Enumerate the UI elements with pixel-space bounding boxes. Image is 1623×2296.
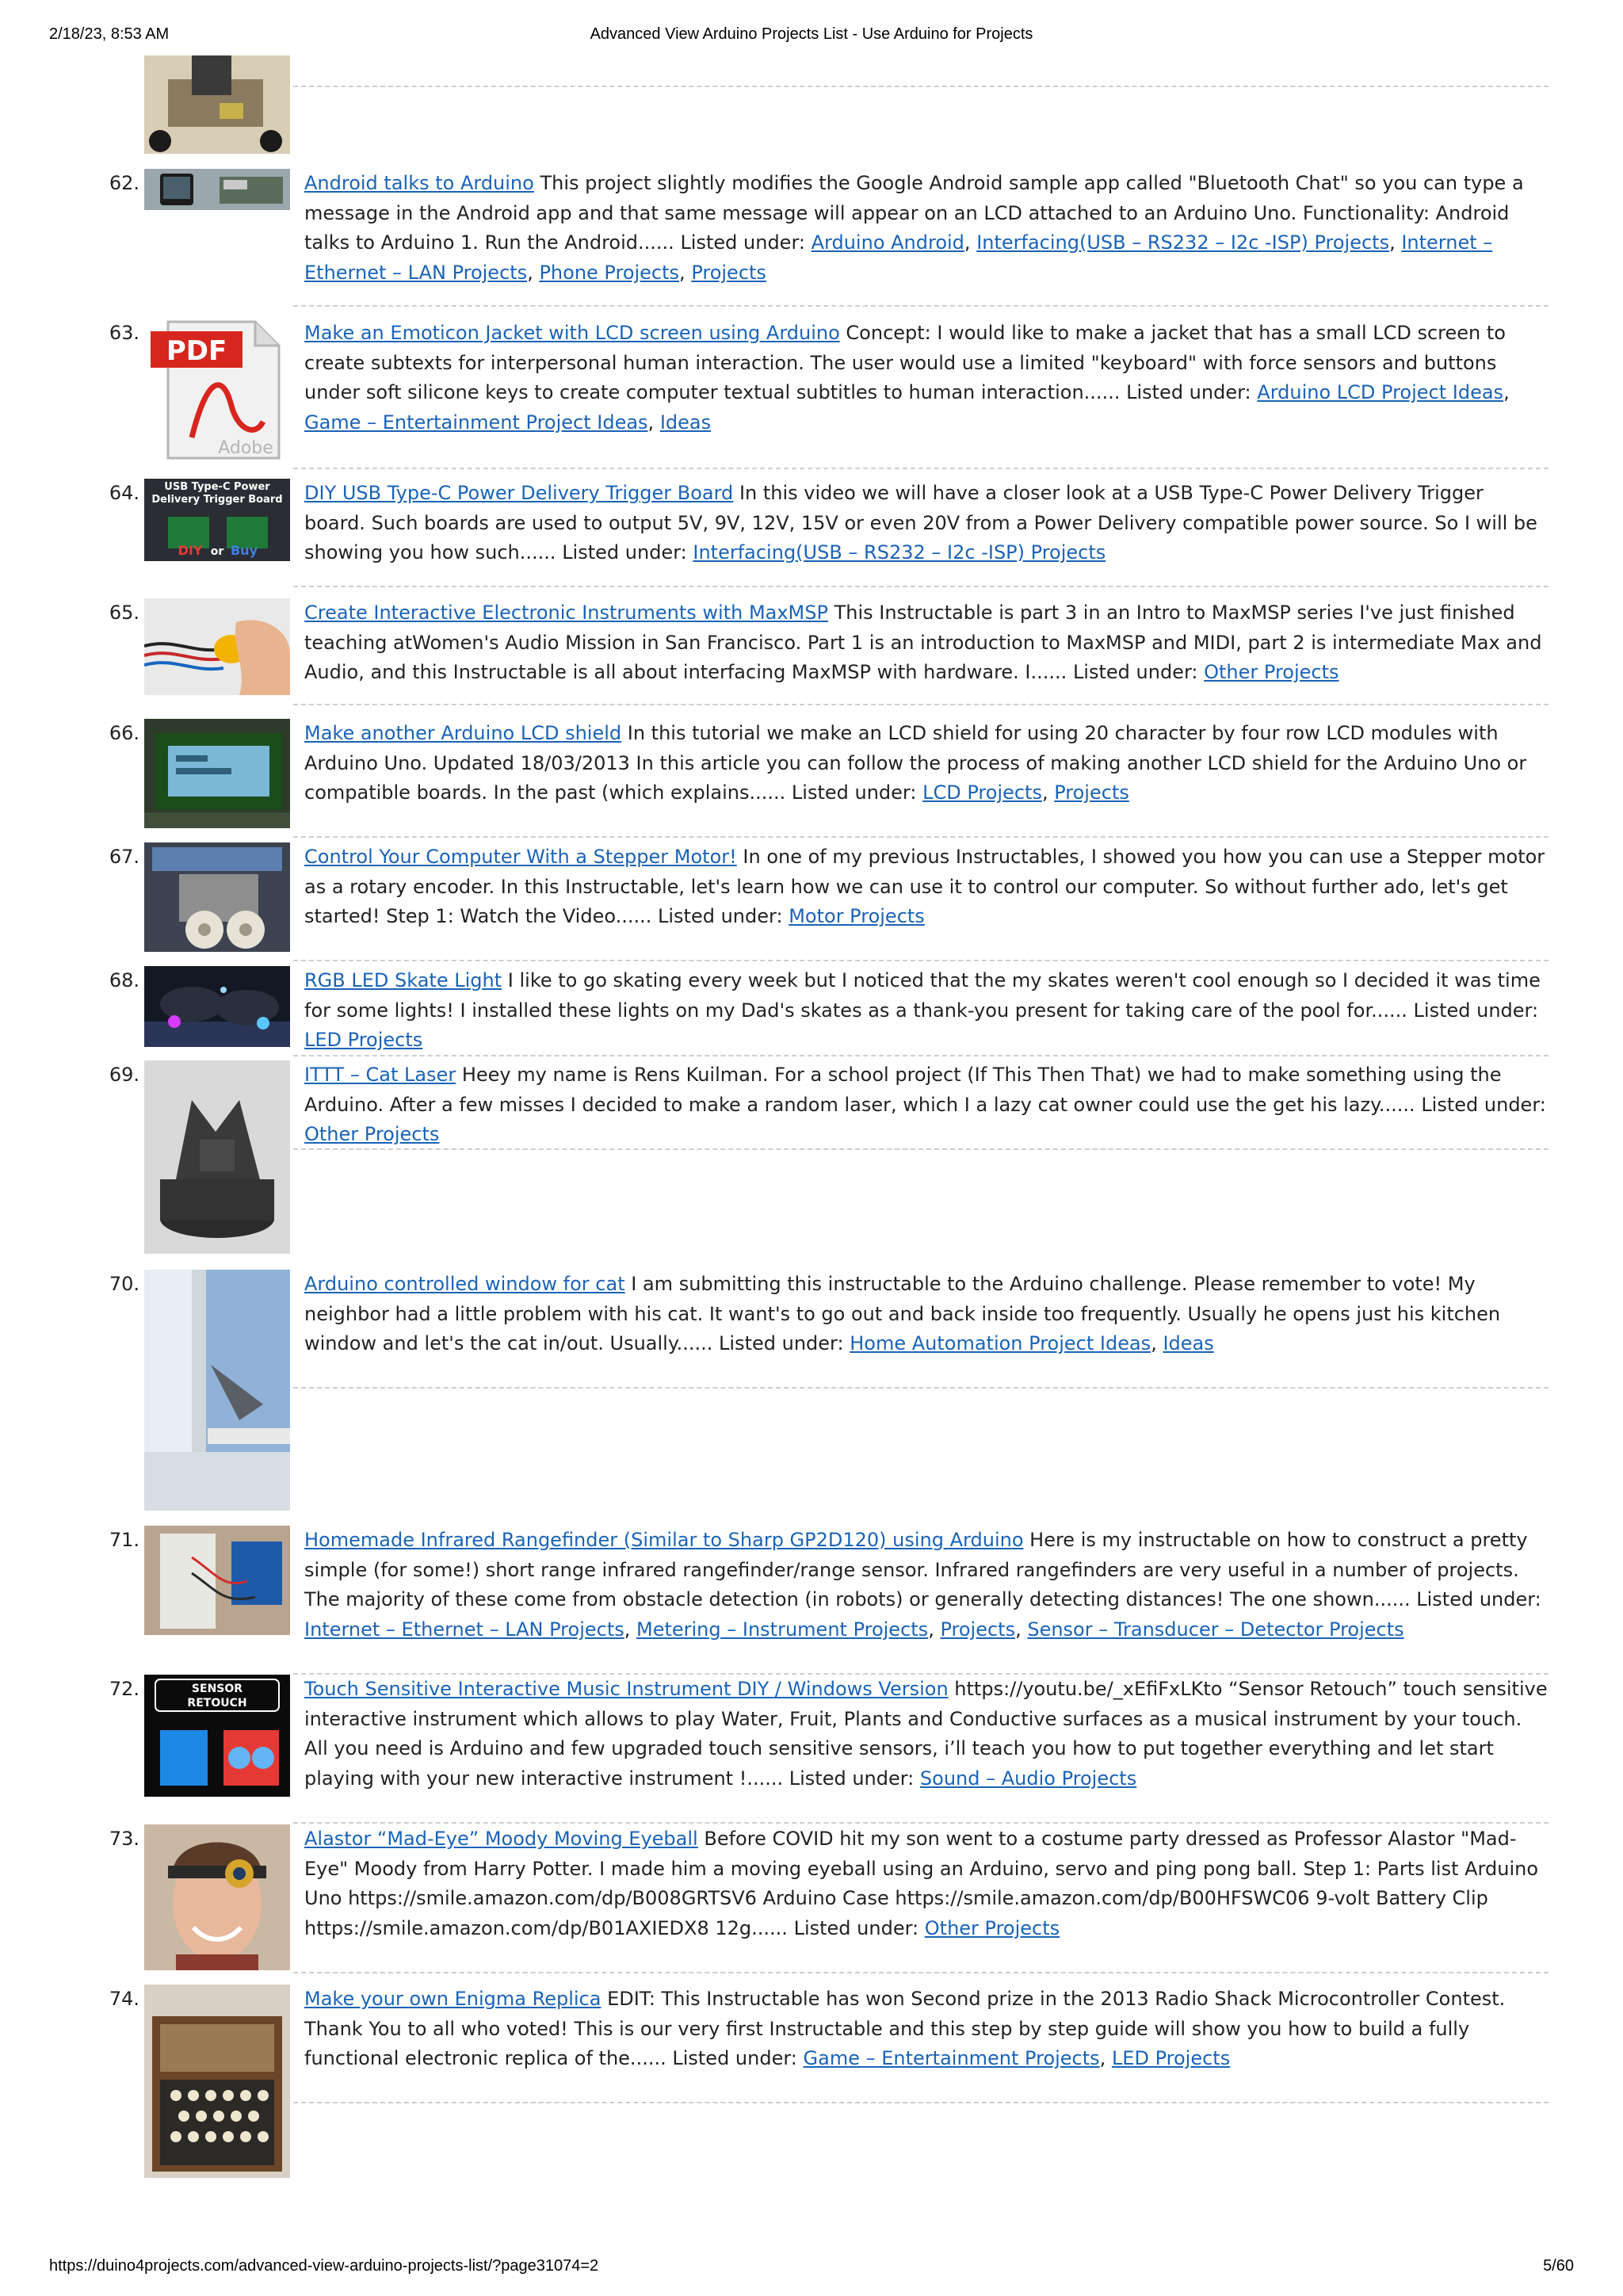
listed-under-label: Listed under: (658, 905, 783, 927)
item-number: 72. (109, 1678, 139, 1700)
item-text (304, 966, 1549, 1056)
item-title-link[interactable]: Make another Arduino LCD shield (304, 722, 622, 744)
item-description: EDIT: This Instructable has won Second prize in the 2013 Radio Shack Microcontroller Contest. Thank You to all who voted! This is our very first Instructable and this step by step guide will show you how to build a fully functional electronic replica of the...... (304, 1988, 1506, 2069)
page-number: 5/60 (1543, 2257, 1574, 2275)
thumbnail-image[interactable] (144, 1985, 290, 2178)
item-text: Arduino controlled window for cat I am submitting this instructable to the Arduino challenge. Please remember to vote! My neighbor had a little problem with his cat. It want's to go out and back inside too frequently. Usually he opens just his kitchen window and let's the cat in/out. Usually...... Listed under: Home Automation Project Ideas, Ideas (304, 1273, 1501, 1354)
thumbnail-image[interactable] (144, 719, 290, 828)
listed-under-label: Listed under: (672, 2047, 797, 2069)
category-link[interactable]: Ideas (1163, 1332, 1214, 1354)
thumbnail-image[interactable] (144, 966, 290, 1047)
category-link[interactable]: Arduino LCD Project Ideas (1257, 381, 1504, 403)
thumb-or-label: or (210, 545, 224, 558)
thumb-buy-label: Buy (230, 543, 258, 558)
item-text: Make an Emoticon Jacket with LCD screen using Arduino Concept: I would like to make a jacket that has a small LCD screen to create subtexts for interpersonal human interaction. The user would use a limited "keyboard" with force sensors and buttons under soft silicone keys to create computer textual subtitles to human interaction...... Listed under: Arduino LCD Project Ideas, Game – Entertainment Project Ideas, Ideas (304, 322, 1510, 434)
thumb-retouch-label: RETOUCH (187, 1697, 247, 1710)
thumbnail-image[interactable] (144, 598, 290, 695)
separator (293, 586, 1549, 587)
item-description: I like to go skating every week but I noticed that the my skates weren't cool enough so I decided it was time for some lights! I installed these lights on my Dad's skates as a thank-you present for taking care of the pool for...... (304, 969, 1541, 1022)
item-title-link[interactable]: Make your own Enigma Replica (304, 1988, 601, 2010)
category-link[interactable]: Other Projects (924, 1916, 1060, 1939)
category-link[interactable]: Other Projects (304, 1123, 440, 1145)
item-text (304, 479, 1549, 568)
category-link[interactable]: Phone Projects (539, 261, 680, 284)
item-title-link[interactable]: ITTT – Cat Laser (304, 1064, 456, 1086)
listed-under-label: Listed under: (719, 1332, 844, 1354)
item-description: Concept: I would like to make a jacket that has a small LCD screen to create subtexts for interpersonal human interaction. The user would use a limited "keyboard" with force sensors and buttons under soft silicone keys to create computer textual subtitles to human interaction...... (304, 322, 1506, 403)
thumbnail-image[interactable] (144, 169, 290, 210)
item-description: Before COVID hit my son went to a costume party dressed as Professor Alastor "Mad-Eye" Moody from Harry Potter. I made him a moving eyeball using an Arduino, servo and ping pong ball. Step 1: Parts list Arduino Uno https://smile.amazon.com/dp/B008GRTSV6 Arduino Case https://smile.amazon.com/dp/B00HFSWC06 9-volt Battery Clip https://smile.amazon.com/dp/B01AXIEDX8 12g...... (304, 1828, 1539, 1939)
item-title-link[interactable]: Homemade Infrared Rangefinder (Similar to Sharp GP2D120) using Arduino (304, 1529, 1024, 1551)
item-61-thumbnail-fragment[interactable] (144, 55, 290, 154)
thumbnail-image[interactable] (144, 319, 290, 464)
print-date: 2/18/23, 8:53 AM (49, 25, 170, 43)
category-link[interactable]: Metering – Instrument Projects (636, 1618, 929, 1641)
category-link[interactable]: Arduino Android (811, 231, 964, 254)
thumbnail-image[interactable] (144, 1675, 290, 1797)
thumbnail-image[interactable] (144, 1526, 290, 1635)
item-title-link[interactable]: Create Interactive Electronic Instruments with MaxMSP (304, 602, 828, 624)
listed-under-label: Listed under: (791, 781, 917, 804)
category-link[interactable]: Internet – Ethernet – LAN Projects (304, 1618, 624, 1641)
item-number: 63. (109, 322, 139, 344)
listed-under-label: Listed under: (789, 1767, 915, 1790)
category-link[interactable]: LCD Projects (922, 781, 1042, 804)
item-title-link[interactable]: Control Your Computer With a Stepper Motor! (304, 846, 737, 868)
thumbnail-image[interactable] (144, 842, 290, 952)
item-number: 66. (109, 722, 139, 744)
category-link[interactable]: Interfacing(USB – RS232 – I2c -ISP) Projects (693, 541, 1106, 563)
category-link[interactable]: Sound – Audio Projects (919, 1767, 1137, 1790)
category-link[interactable]: Game – Entertainment Project Ideas (304, 411, 648, 434)
listed-under-label: Listed under: (793, 1916, 919, 1939)
separator (293, 2102, 1549, 2103)
category-link[interactable]: LED Projects (304, 1029, 423, 1051)
item-number: 70. (109, 1273, 139, 1295)
listed-under-label: Listed under: (562, 541, 687, 563)
thumbnail-image[interactable] (144, 1270, 290, 1511)
separator (293, 1055, 1549, 1056)
separator (293, 960, 1549, 961)
item-text: Homemade Infrared Rangefinder (Similar to Sharp GP2D120) using Arduino Here is my instructable on how to construct a pretty simple (for some!) short range infrared rangefinder/range sensor. Infrared rangefinders are very useful in a number of projects. The majority of these come from obstacle detection (in robots) or generally detecting distances! The one shown...... Listed under: Internet – Ethernet – LAN Projects, Metering – Instrument Projects, Projects, Sensor – Transducer – Detector Projects (304, 1529, 1541, 1641)
item-title-link[interactable]: Android talks to Arduino (304, 172, 534, 194)
item-title-link[interactable]: Alastor “Mad-Eye” Moody Moving Eyeball (304, 1828, 698, 1850)
item-text (304, 1675, 1549, 1794)
thumb-adobe-label: Adobe (218, 438, 273, 458)
category-link[interactable]: Projects (940, 1618, 1016, 1641)
thumb-title-line1: USB Type-C Power (164, 481, 270, 493)
print-page-title: Advanced View Arduino Projects List - Use Arduino for Projects (590, 25, 1033, 43)
listed-under-label: Listed under: (680, 231, 805, 254)
separator (293, 86, 1549, 87)
item-number: 71. (109, 1529, 139, 1551)
item-description: Heey my name is Rens Kuilman. For a school project (If This Then That) we had to make something using the Arduino. After a few misses I decided to make a random laser, which I a lazy cat owner could use the get his lazy...... (304, 1064, 1502, 1116)
item-description: Here is my instructable on how to construct a pretty simple (for some!) short range infrared rangefinder/range sensor. Infrared rangefinders are very useful in a number of projects. The majority of these come from obstacle detection (in robots) or generally detecting distances! The one shown...... (304, 1529, 1528, 1610)
print-footer (49, 2257, 1574, 2281)
separator (293, 1387, 1549, 1389)
item-number: 67. (109, 846, 139, 868)
item-description: In one of my previous Instructables, I showed you how you can use a Stepper motor as a rotary encoder. In this Instructable, let's learn how we can use it to control our computer. So without further ado, let's get started! Step 1: Watch the Video...... (304, 846, 1545, 927)
separator (293, 468, 1549, 469)
item-description: In this video we will have a closer look at a USB Type-C Power Delivery Trigger board. Such boards are used to output 5V, 9V, 12V, 15V or even 20V from a Power Delivery compatible power source. So I will be showing you how such...... (304, 482, 1537, 563)
separator (293, 836, 1549, 838)
listed-under-label: Listed under: (1126, 381, 1251, 403)
item-text (304, 842, 1549, 932)
separator (293, 1822, 1549, 1824)
item-title-link[interactable]: RGB LED Skate Light (304, 969, 502, 991)
listed-under-label: Listed under: (1421, 1093, 1546, 1116)
item-number: 73. (109, 1828, 139, 1850)
category-link[interactable]: Interfacing(USB – RS232 – I2c -ISP) Projects (976, 231, 1390, 254)
separator (293, 704, 1549, 705)
item-description: This Instructable is part 3 in an Intro to MaxMSP series I've just finished teaching atWomen's Audio Mission in San Francisco. Part 1 is an introduction to MaxMSP and MIDI, part 2 is intermediate Max and Audio, and this Instructable is all about interfacing MaxMSP with hardware. I...... (304, 602, 1542, 683)
print-url: https://duino4projects.com/advanced-view-arduino-projects-list/?page31074=2 (49, 2257, 599, 2275)
listed-under-label: Listed under: (1416, 1588, 1541, 1610)
item-text (304, 1060, 1549, 1150)
item-number: 65. (109, 602, 139, 624)
thumb-sensor-label: SENSOR (191, 1683, 243, 1695)
listed-under-label: Listed under: (1413, 999, 1539, 1022)
item-number: 69. (109, 1064, 139, 1086)
thumb-diy-label: DIY (178, 543, 203, 558)
item-text (304, 598, 1549, 688)
category-link[interactable]: Projects (1054, 781, 1129, 804)
separator (293, 1148, 1549, 1150)
item-text: Make another Arduino LCD shield In this tutorial we make an LCD shield for using 20 character by four row LCD modules with Arduino Uno. Updated 18/03/2013 In this article you can follow the process of making another LCD shield for the Arduino Uno or compatible boards. In the past (which explains...... Listed under: LCD Projects, Projects (304, 722, 1527, 804)
category-link[interactable]: LED Projects (1111, 2047, 1231, 2069)
item-title-link[interactable]: Touch Sensitive Interactive Music Instrument DIY / Windows Version (304, 1678, 949, 1700)
category-link[interactable]: Game – Entertainment Projects (803, 2047, 1100, 2069)
category-link[interactable]: Sensor – Transducer – Detector Projects (1027, 1618, 1404, 1641)
thumbnail-image[interactable] (144, 1824, 290, 1970)
item-description: This project slightly modifies the Google Android sample app called "Bluetooth Chat" so you can type a message in the Android app and that same message will appear on an LCD attached to an Arduino Uno. Functionality: Android talks to Arduino 1. Run the Android...... (304, 172, 1524, 254)
item-title-link[interactable]: Make an Emoticon Jacket with LCD screen using Arduino (304, 322, 840, 344)
listed-under-label: Listed under: (1072, 661, 1198, 683)
thumb-pdf-label: PDF (166, 335, 227, 367)
category-link[interactable]: Motor Projects (789, 905, 925, 927)
item-text: Android talks to Arduino This project slightly modifies the Google Android sample app called "Bluetooth Chat" so you can type a message in the Android app and that same message will appear on an LCD attached to an Arduino Uno. Functionality: Android talks to Arduino 1. Run the Android...... Listed under: Arduino Android, Interfacing(USB – RS232 – I2c -ISP) Projects, Internet – Ethernet – LAN Projects, Phone Projects, Projects (304, 172, 1524, 284)
item-title-link[interactable]: DIY USB Type-C Power Delivery Trigger Board (304, 482, 734, 504)
item-text: Make your own Enigma Replica EDIT: This Instructable has won Second prize in the 2013 Radio Shack Microcontroller Contest. Thank You to all who voted! This is our very first Instructable and this step by step guide will show you how to build a fully functional electronic replica of the...... Listed under: Game – Entertainment Projects, LED Projects (304, 1988, 1506, 2069)
thumb-title-line2: Delivery Trigger Board (151, 494, 283, 506)
item-number: 68. (109, 969, 139, 991)
item-description: In this tutorial we make an LCD shield for using 20 character by four row LCD modules with Arduino Uno. Updated 18/03/2013 In this article you can follow the process of making another LCD shield for the Arduino Uno or compatible boards. In the past (which explains...... (304, 722, 1527, 804)
separator (293, 1972, 1549, 1973)
thumbnail-image[interactable] (144, 1060, 290, 1254)
category-link[interactable]: Ideas (659, 411, 712, 434)
separator (293, 305, 1549, 307)
item-title-link[interactable]: Arduino controlled window for cat (304, 1273, 625, 1295)
category-link[interactable]: Internet – Ethernet – LAN Projects (304, 231, 1493, 284)
thumbnail-image[interactable] (144, 479, 290, 561)
item-description: https://youtu.be/_xEfiFxLKto “Sensor Retouch” touch sensitive interactive instrument which allows to play Water, Fruit, Plants and Conductive surfaces as a musical instrument by your touch. All you need is Arduino and few upgraded touch sensitive sensors, i’ll teach you how to put together everything and let start playing with your new interactive instrument !...... (304, 1678, 1548, 1790)
item-number: 62. (109, 172, 139, 194)
item-number: 74. (109, 1988, 139, 2010)
category-link[interactable]: Other Projects (1204, 661, 1339, 683)
item-description: I am submitting this instructable to the Arduino challenge. Please remember to vote! My neighbor had a little problem with his cat. It want's to go out and back inside too frequently. Usually he opens just his kitchen window and let's the cat in/out. Usually...... (304, 1273, 1501, 1354)
category-link[interactable]: Projects (691, 261, 766, 284)
item-text (304, 1824, 1549, 1943)
item-number: 64. (109, 482, 139, 504)
category-link[interactable]: Home Automation Project Ideas (850, 1332, 1151, 1354)
